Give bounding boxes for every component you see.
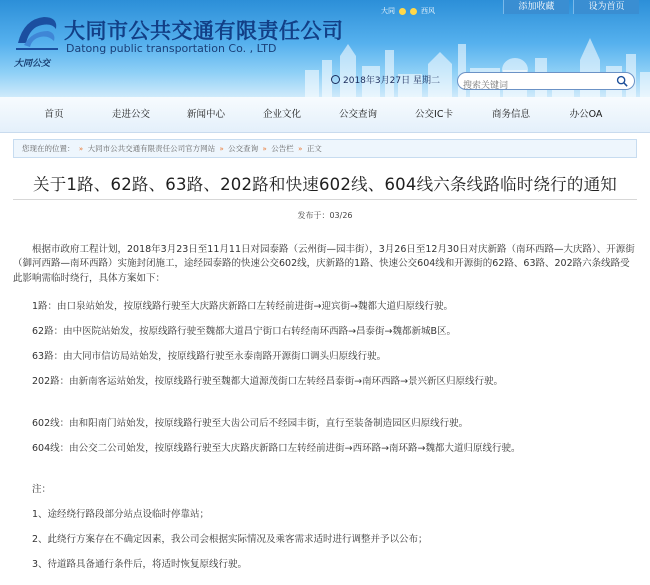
weather-widget [381,6,435,16]
chevron-right-icon: » [298,145,303,153]
paragraph-route-62: 62路：由中医院站始发，按原线路行驶至魏都大道昌宁街口右转经南环西路→昌泰街→魏都新城B区。 [32,326,457,337]
nav-item-business[interactable]: 商务信息 [491,109,530,120]
breadcrumb [13,139,637,158]
nav-item-bus-query[interactable]: 公交查询 [338,109,377,120]
logo-script-text: 大同公交 [14,59,51,69]
nav-item-news[interactable]: 新闻中心 [186,109,225,120]
company-name-cn: 大同市公共交通有限责任公司 [64,19,344,43]
paragraph-note-2: 2、此绕行方案存在不确定因素，我公司会根据实际情况及乘客需求适时进行调整并予以公布； [32,534,428,545]
company-name-en: Datong public transportation Co. , LTD [66,42,277,55]
chevron-right-icon: » [78,145,84,153]
nav-item-office-oa[interactable]: 办公OA [569,109,603,120]
company-logo-icon [14,13,60,53]
paragraph-route-63: 63路：由大同市信访局站始发，按原线路行驶至永泰南路开源街口调头归原线行驶。 [32,351,387,362]
chevron-right-icon: » [262,145,267,153]
nav-item-home[interactable]: 首页 [44,109,64,120]
nav-item-about[interactable]: 走进公交 [111,109,150,120]
date-text: 2018年3月27日 星期二 [343,76,440,86]
search-input[interactable] [458,78,608,94]
article-title: 关于1路、62路、63路、202路和快速602线、604线六条线路临时绕行的通知 [33,175,617,194]
search-icon[interactable] [616,75,628,87]
main-nav [0,97,650,133]
breadcrumb-item-query[interactable]: 公交查询 [228,144,259,153]
weather-city: 大同 [381,7,395,15]
set-homepage-button[interactable]: 设为首页 [573,0,639,14]
paragraph-route-602: 602线：由和阳南门站始发，按原线路行驶至大齿公司后不经园丰街，直行至装备制造园区归原线行驶。 [32,418,469,429]
paragraph-intro: 根据市政府工程计划，2018年3月23日至11月11日对园泰路（云州街—园丰街），3月26日至12月30日对庆新路（南环西路—大庆路）、开源街（御河西路—南环西路）实施封闭施工，途经园泰路的快速公交602线，庆新路的1路、快速公交604线和开源街的62路、63路、202路六条线路受此影响需临时绕行，具体方案如下： [13,244,635,284]
paragraph-note-label: 注： [32,484,52,495]
breadcrumb-item-site[interactable]: 大同市公共交通有限责任公司官方网站 [87,144,216,153]
add-favorite-button[interactable]: 添加收藏 [503,0,569,14]
publish-date: 发布于：03/26 [297,211,353,220]
nav-item-ic-card[interactable]: 公交IC卡 [415,109,453,120]
title-divider [13,199,637,200]
site-header [0,0,650,97]
breadcrumb-prefix: 您现在的位置： [22,144,75,153]
paragraph-route-202: 202路：由新南客运站始发，按原线路行驶至魏都大道源茂街口左转经昌泰街→南环西路→景兴新区归原线行驶。 [32,376,504,387]
sun-icon-2 [410,8,417,15]
paragraph-note-1: 1、途经绕行路段部分站点设临时停靠站； [32,509,210,520]
date-display [331,73,440,86]
clock-icon [331,75,340,84]
breadcrumb-item-notice[interactable]: 公告栏 [271,144,294,153]
nav-item-culture[interactable]: 企业文化 [262,109,301,120]
breadcrumb-item-current: 正文 [306,144,322,153]
paragraph-route-1: 1路：由口泉站始发，按原线路行驶至大庆路庆新路口左转经前进街→迎宾街→魏都大道归原线行驶。 [32,301,453,312]
chevron-right-icon: » [219,145,224,153]
sun-icon [399,8,406,15]
paragraph-route-604: 604线：由公交二公司始发，按原线路行驶至大庆路庆新路口左转经前进街→西环路→南环路→魏都大道归原线行驶。 [32,443,521,454]
weather-wind: 西风 [421,7,435,15]
paragraph-note-3: 3、待道路具备通行条件后，将适时恢复原线行驶。 [32,559,248,570]
search-box [457,72,635,90]
